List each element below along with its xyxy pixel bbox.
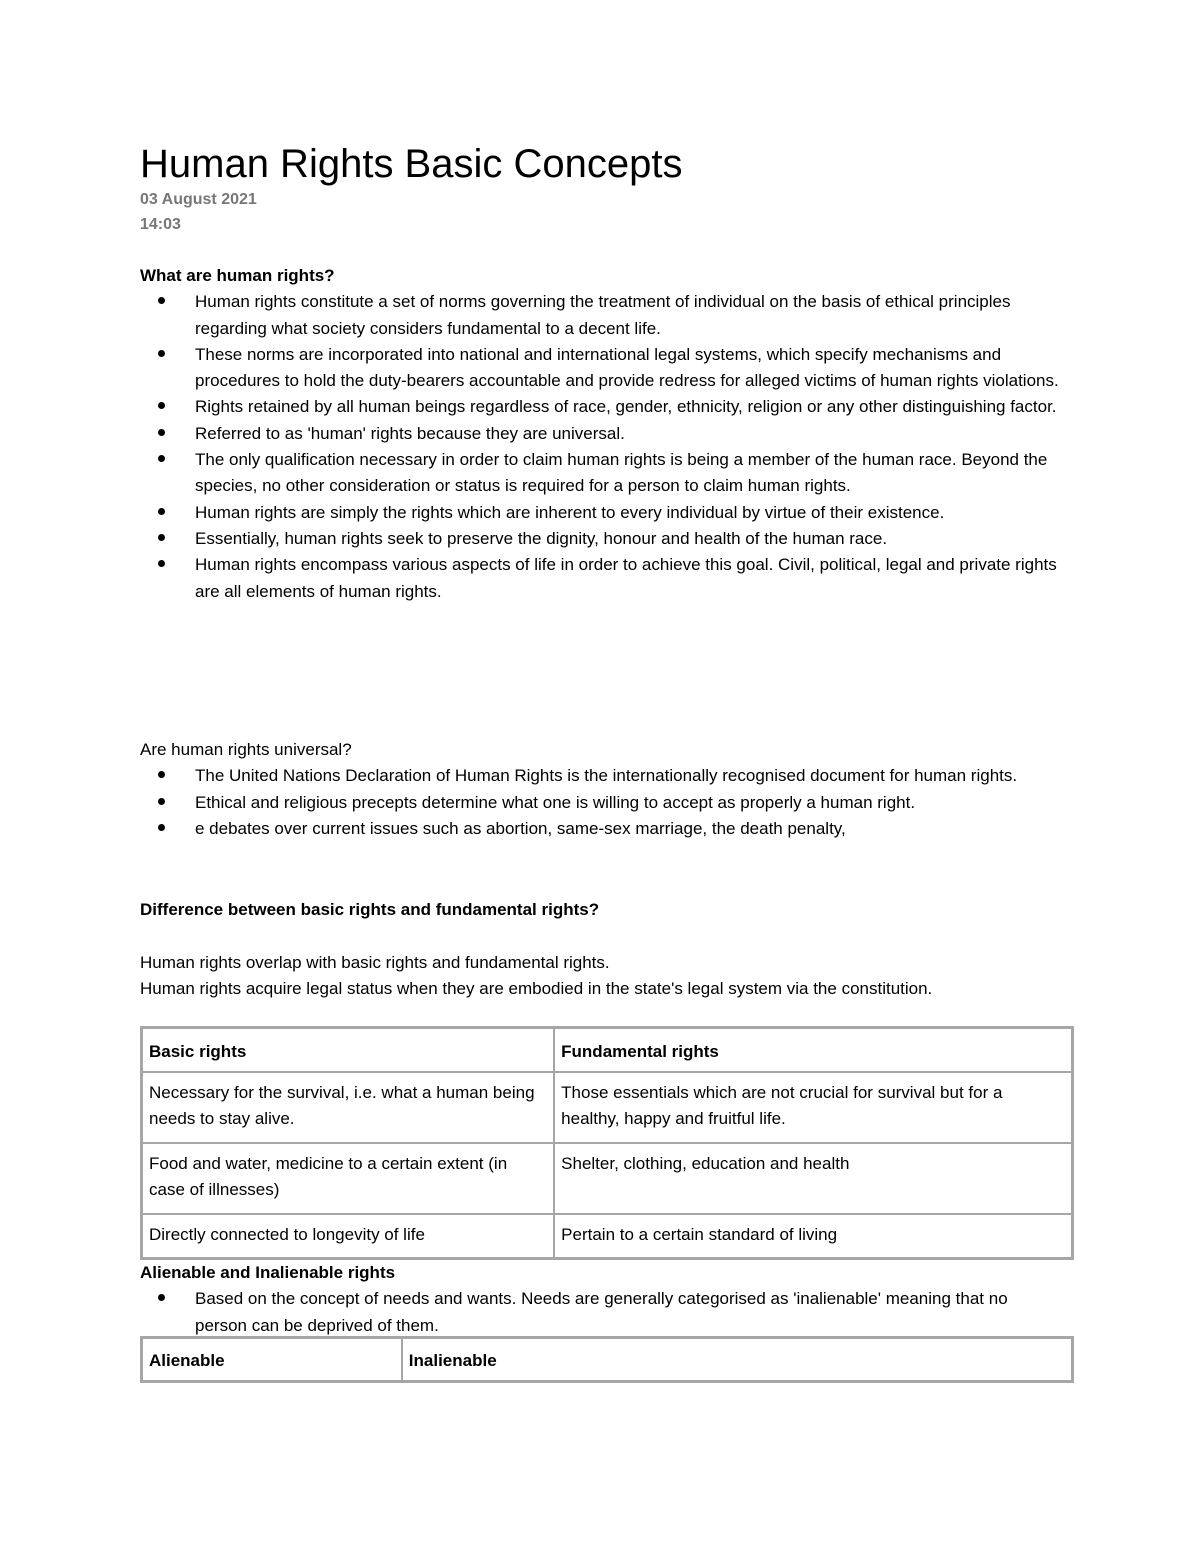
section-heading: What are human rights? [140,266,335,285]
table-cell: Necessary for the survival, i.e. what a human being needs to stay alive. [142,1072,555,1143]
table-cell: Food and water, medicine to a certain extent (in case of illnesses) [142,1143,555,1214]
list-item-text: These norms are incorporated into national and international legal systems, which specify mechanisms and procedures to hold the duty-bearers accountable and provide redress for alleged victims of human rights violations. [195,344,1059,391]
bullet-icon [158,508,165,515]
list-item-text: The United Nations Declaration of Human Rights is the internationally recognised document for human rights. [195,766,1018,786]
section-heading: Are human rights universal? [140,740,352,759]
list-item [140,526,1060,552]
list-item-text: Human rights constitute a set of norms governing the treatment of individual on the basis of ethical principles regarding what society considers fundamental to a decent life. [195,292,1011,338]
rights-comparison-table [140,1026,1074,1260]
list-item-text: Essentially, human rights seek to preserve the dignity, honour and health of the human race. [195,528,888,548]
table-header-cell: Fundamental rights [554,1028,1072,1072]
list-item-text: Human rights are simply the rights which are inherent to every individual by virtue of their existence. [195,502,945,522]
alienable-table [140,1336,1074,1383]
bullet-icon [158,350,165,357]
list-item [140,289,1060,342]
paragraph: Human rights acquire legal status when they are embodied in the state's legal system via the constitution. [140,979,933,999]
bullet-icon [158,771,165,778]
section-alienable-inalienable [140,1260,1060,1339]
table-header-cell: Basic rights [142,1028,555,1072]
bullet-icon [158,1294,165,1301]
section-heading: Difference between basic rights and fundamental rights? [140,900,600,919]
list-item [140,552,1060,605]
bullet-icon [158,455,165,462]
bullet-icon [158,429,165,436]
list-item [140,1286,1060,1339]
table-header-row [142,1028,1073,1072]
table-header-row [142,1338,1073,1382]
section-heading: Alienable and Inalienable rights [140,1263,396,1282]
list-item-text: Based on the concept of needs and wants. Needs are generally categorised as 'inalienable' meaning that no person can be deprived of them. [195,1289,1008,1335]
table-row [142,1072,1073,1143]
table-row [142,1214,1073,1259]
table-cell: Shelter, clothing, education and health [554,1143,1072,1214]
section-basic-vs-fundamental [140,897,1060,923]
section-are-human-rights-universal [140,737,1060,842]
list-item [140,342,1060,395]
list-item [140,394,1060,420]
list-item-text: Referred to as 'human' rights because they are universal. [195,423,625,443]
table-header-cell: Alienable [142,1338,402,1382]
list-item [140,816,1060,842]
list-item-text: Ethical and religious precepts determine what one is willing to accept as properly a human right. [195,792,916,812]
paragraph: Human rights overlap with basic rights and fundamental rights. [140,953,610,972]
note-time: 14:03 [140,216,181,233]
list-item-text: The only qualification necessary in order to claim human rights is being a member of the human race. Beyond the species, no other consideration or status is required for a person to claim human rights. [195,450,1048,496]
section-paragraphs [140,950,1060,1003]
bullet-icon [158,402,165,409]
bullet-icon [158,560,165,567]
list-item [140,421,1060,447]
section-what-are-human-rights [140,263,1060,605]
table-cell: Those essentials which are not crucial for survival but for a healthy, happy and fruitful life. [554,1072,1072,1143]
bullet-icon [158,297,165,304]
table-row [142,1143,1073,1214]
bullet-icon [158,534,165,541]
list-item [140,790,1060,816]
bullet-list [140,289,1060,605]
list-item-text: e debates over current issues such as abortion, same-sex marriage, the death penalty, [195,818,846,838]
page-title: Human Rights Basic Concepts [140,142,683,186]
list-item [140,447,1060,500]
table-cell: Directly connected to longevity of life [142,1214,555,1259]
table-cell: Pertain to a certain standard of living [554,1214,1072,1259]
list-item-text: Rights retained by all human beings regardless of race, gender, ethnicity, religion or any other distinguishing factor. [195,397,1057,417]
bullet-list [140,1286,1060,1339]
list-item [140,500,1060,526]
bullet-list [140,763,1060,842]
note-date: 03 August 2021 [140,191,257,208]
table-header-cell: Inalienable [402,1338,1073,1382]
bullet-icon [158,798,165,805]
bullet-icon [158,824,165,831]
list-item-text: Human rights encompass various aspects of life in order to achieve this goal. Civil, political, legal and private rights are all elements of human rights. [195,555,1057,601]
list-item [140,763,1060,789]
